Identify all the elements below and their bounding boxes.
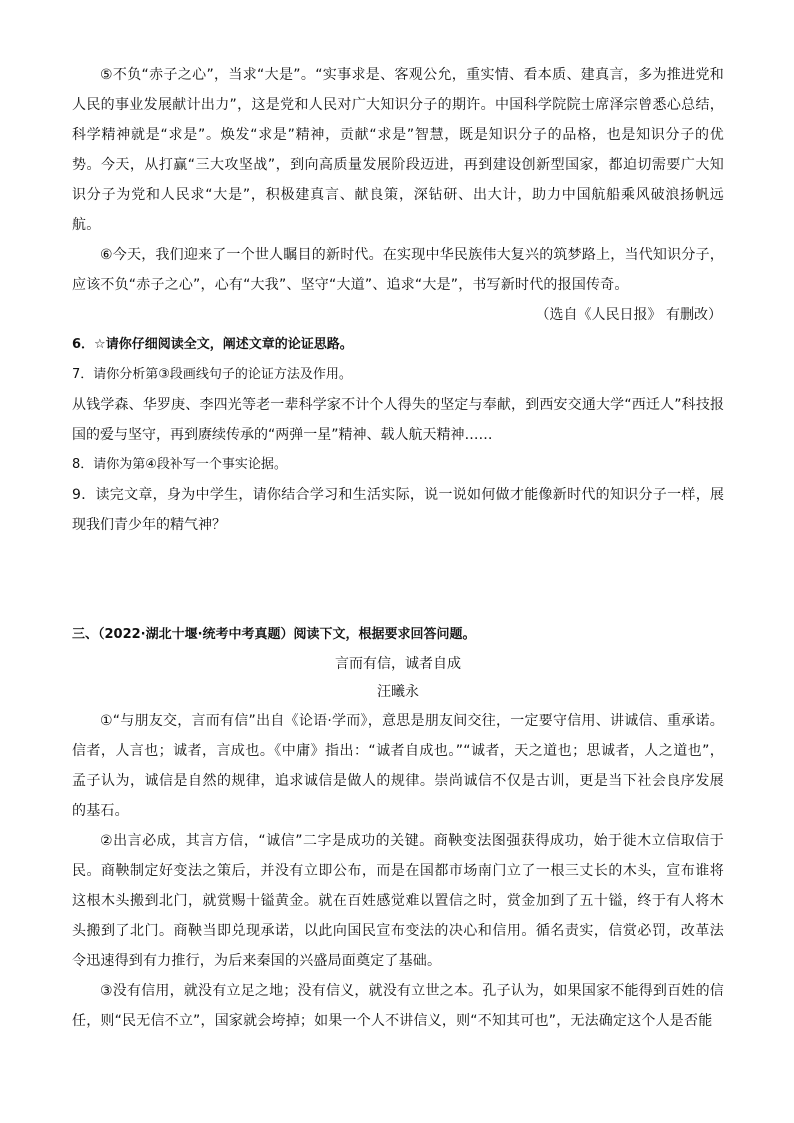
answer-space bbox=[72, 540, 724, 620]
article-author: 汪曦永 bbox=[377, 684, 419, 700]
question-9: 9．读完文章，身为中学生，请你结合学习和生活实际，说一说如何做才能像新时代的知识分子一样，展现我们青少年的精气神？ bbox=[72, 487, 724, 533]
question-7-quote: 从钱学森、华罗庚、李四光等老一辈科学家不计个人得失的坚定与奉献，到西安交通大学“西迁人”科技报国的爱与坚守，再到赓续传承的“两弹一星”精神、载人航天精神…… bbox=[72, 397, 724, 443]
question-6: 6．☆请你仔细阅读全文，阐述文章的论证思路。 bbox=[72, 337, 353, 352]
article-paragraph-2: ②出言必成，其言方信，“诚信”二字是成功的关键。商鞅变法图强获得成功，始于徙木立信取信于民。商鞅制定好变法之策后，并没有立即公布，而是在国都市场南门立了一根三丈长的木头，宣布谁将这根木头搬到北门，就赏赐十镒黄金。就在百姓感觉难以置信之时，赏金加到了五十镒，终于有人将木头搬到了北门。商鞅当即兑现承诺，以此向国民宣布变法的决心和信用。循名责实，信赏必罚，改革法令迅速得到有力推行，为后来秦国的兴盛局面奠定了基础。 bbox=[72, 833, 724, 969]
article-paragraph-3: ③没有信用，就没有立足之地；没有信义，就没有立世之本。孔子认为，如果国家不能得到百姓的信任，则“民无信不立”，国家就会垮掉；如果一个人不讲信义，则“不知其可也”，无法确定这个人是否能 bbox=[72, 983, 724, 1029]
article-title: 言而有信，诚者自成 bbox=[335, 656, 461, 672]
source-citation: （选自《人民日报》 有删改） bbox=[535, 307, 722, 323]
paragraph-6: ⑥今天，我们迎来了一个世人瞩目的新时代。在实现中华民族伟大复兴的筑梦路上，当代知识分子，应该不负“赤子之心”，心有“大我”、坚守“大道”、追求“大是”，书写新时代的报国传奇。 bbox=[72, 247, 724, 293]
article-paragraph-1: ①“与朋友交，言而有信”出自《论语·学而》，意思是朋友间交往，一定要守信用、讲诚信、重承诺。信者，人言也；诚者，言成也。《中庸》指出：“诚者自成也。”“诚者，天之道也；思诚者，人之道也”，孟子认为，诚信是自然的规律，追求诚信是做人的规律。崇尚诚信不仅是古训，更是当下社会良序发展的基石。 bbox=[72, 713, 724, 819]
section-3-heading: 三、（2022·湖北十堰·统考中考真题）阅读下文，根据要求回答问题。 bbox=[72, 627, 476, 642]
question-7: 7．请你分析第③段画线句子的论证方法及作用。 bbox=[72, 367, 352, 382]
document-page bbox=[72, 60, 724, 1036]
question-8: 8．请你为第④段补写一个事实论据。 bbox=[72, 457, 287, 472]
paragraph-5: ⑤不负“赤子之心”，当求“大是”。“实事求是、客观公允，重实情、看本质、建真言，多为推进党和人民的事业发展献计出力”，这是党和人民对广大知识分子的期许。中国科学院院士席泽宗曾悉心总结，科学精神就是“求是”。焕发“求是”精神，贡献“求是”智慧，既是知识分子的品格，也是知识分子的优势。今天，从打赢“三大攻坚战”，到向高质量发展阶段迈进，再到建设创新型国家，都迫切需要广大知识分子为党和人民求“大是”，积极建真言、献良策，深钻研、出大计，助力中国航船乘风破浪扬帆远航。 bbox=[72, 67, 724, 233]
